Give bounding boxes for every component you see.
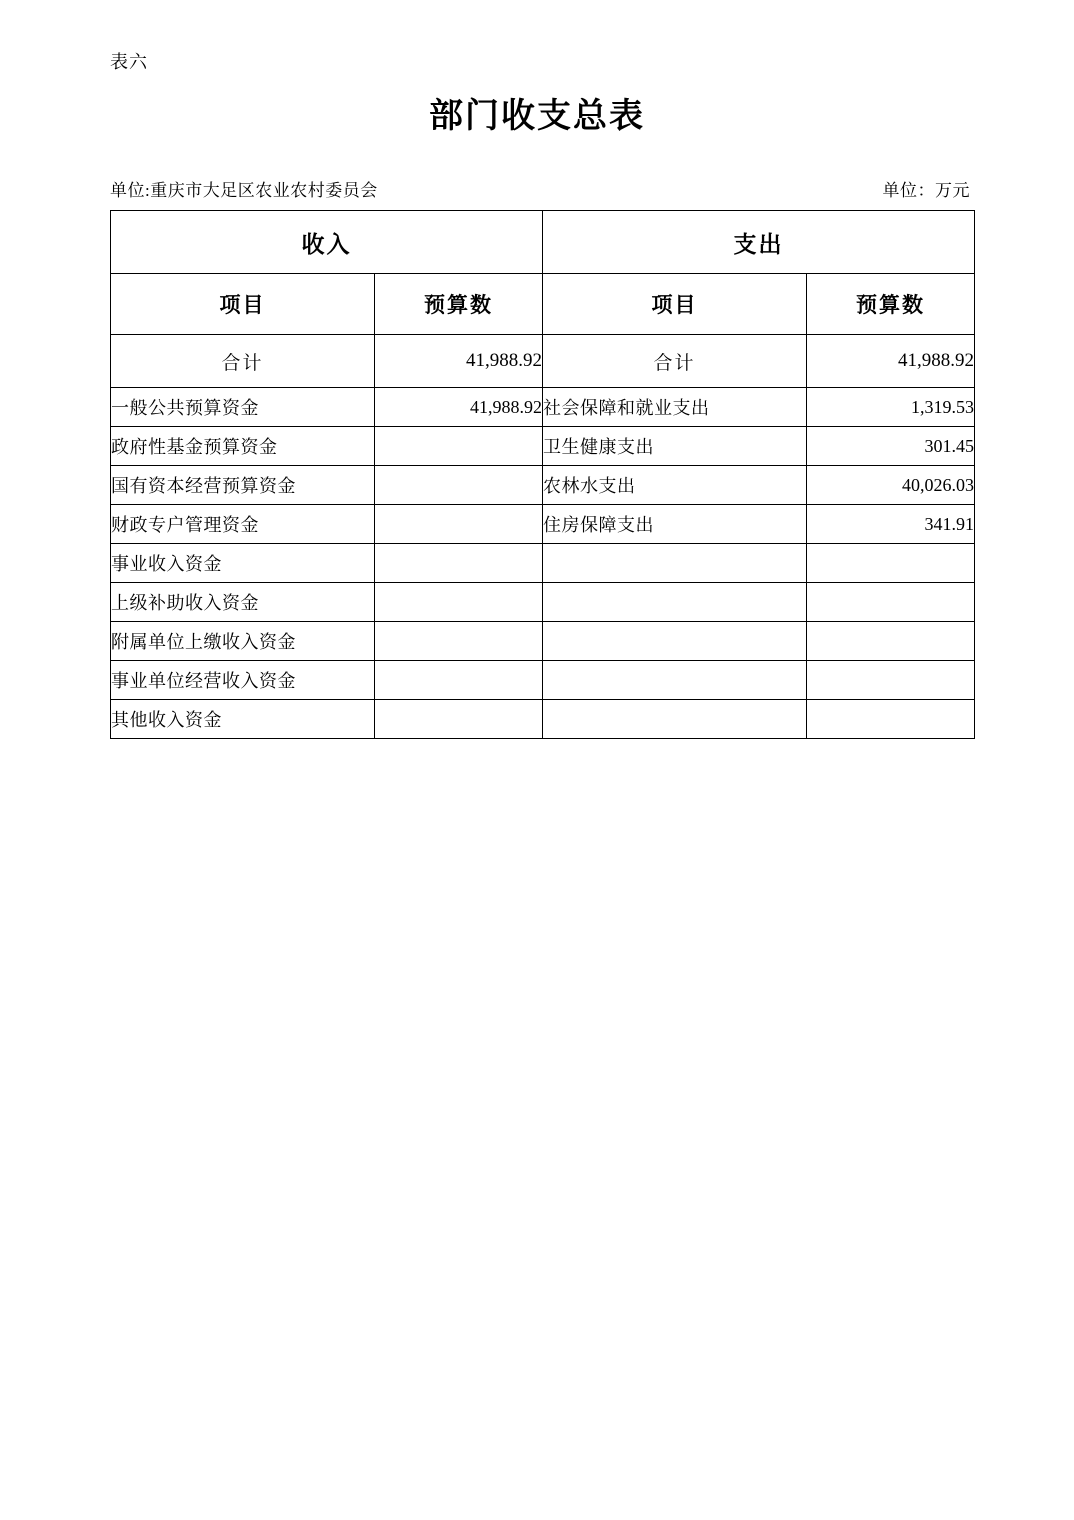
income-amount-cell (375, 505, 543, 544)
expenditure-amount-cell: 341.91 (807, 505, 975, 544)
income-item-cell: 事业收入资金 (111, 544, 375, 583)
meta-row (110, 176, 974, 201)
income-amount-cell: 41,988.92 (375, 388, 543, 427)
income-amount-cell (375, 544, 543, 583)
expenditure-amount-cell: 1,319.53 (807, 388, 975, 427)
income-amount-cell (375, 427, 543, 466)
income-item-cell: 其他收入资金 (111, 700, 375, 739)
income-amount-cell (375, 466, 543, 505)
income-amount-cell (375, 583, 543, 622)
table-row (111, 505, 975, 544)
income-amount-cell (375, 661, 543, 700)
income-amount-cell (375, 622, 543, 661)
table-header-row (111, 274, 975, 335)
expenditure-amount-cell (807, 700, 975, 739)
income-amount-cell (375, 700, 543, 739)
form-number-label: 表六 (110, 52, 148, 72)
table-total-row (111, 335, 975, 388)
table-row (111, 700, 975, 739)
income-item-cell: 上级补助收入资金 (111, 583, 375, 622)
expenditure-item-cell (543, 661, 807, 700)
expenditure-item-header: 项目 (543, 274, 807, 335)
expenditure-item-cell (543, 700, 807, 739)
expenditure-amount-header: 预算数 (807, 274, 975, 335)
expenditure-item-cell (543, 622, 807, 661)
expenditure-amount-cell (807, 661, 975, 700)
table-section-row (111, 211, 975, 274)
income-item-cell: 事业单位经营收入资金 (111, 661, 375, 700)
income-section-header: 收入 (111, 211, 543, 274)
table-row (111, 544, 975, 583)
department-unit-label: 单位:重庆市大足区农业农村委员会 (110, 181, 378, 200)
expenditure-total-amount: 41,988.92 (807, 335, 975, 388)
expenditure-item-cell (543, 544, 807, 583)
budget-summary-table (110, 210, 975, 739)
income-item-cell: 政府性基金预算资金 (111, 427, 375, 466)
expenditure-item-cell: 农林水支出 (543, 466, 807, 505)
table-row (111, 388, 975, 427)
table-row (111, 622, 975, 661)
table-row (111, 427, 975, 466)
table-row (111, 661, 975, 700)
expenditure-amount-cell (807, 622, 975, 661)
table-row (111, 583, 975, 622)
income-item-header: 项目 (111, 274, 375, 335)
income-item-cell: 附属单位上缴收入资金 (111, 622, 375, 661)
expenditure-amount-cell: 301.45 (807, 427, 975, 466)
income-total-label: 合计 (111, 335, 375, 388)
page-title: 部门收支总表 (429, 98, 645, 135)
income-total-amount: 41,988.92 (375, 335, 543, 388)
expenditure-item-cell (543, 583, 807, 622)
income-item-cell: 一般公共预算资金 (111, 388, 375, 427)
expenditure-item-cell: 社会保障和就业支出 (543, 388, 807, 427)
income-amount-header: 预算数 (375, 274, 543, 335)
expenditure-section-header: 支出 (543, 211, 975, 274)
income-item-cell: 国有资本经营预算资金 (111, 466, 375, 505)
expenditure-amount-cell: 40,026.03 (807, 466, 975, 505)
table-row (111, 466, 975, 505)
income-item-cell: 财政专户管理资金 (111, 505, 375, 544)
expenditure-total-label: 合计 (543, 335, 807, 388)
expenditure-amount-cell (807, 583, 975, 622)
expenditure-item-cell: 卫生健康支出 (543, 427, 807, 466)
currency-unit-label: 单位：万元 (882, 181, 970, 200)
expenditure-amount-cell (807, 544, 975, 583)
expenditure-item-cell: 住房保障支出 (543, 505, 807, 544)
